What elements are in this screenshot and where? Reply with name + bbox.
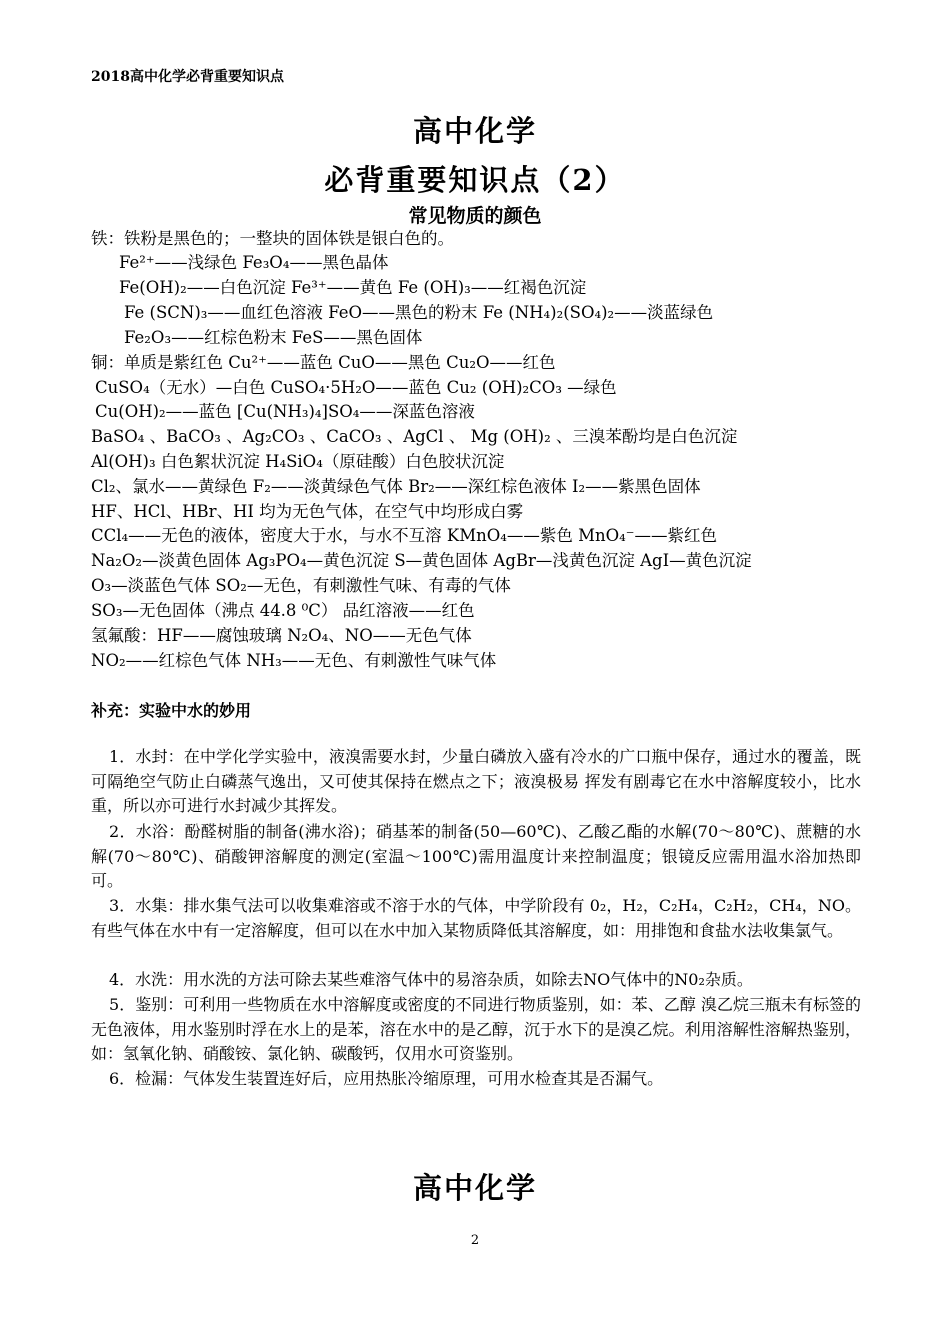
supplement-paragraph: 3．水集：排水集气法可以收集难溶或不溶于水的气体，中学阶段有 0₂，H₂，C₂H₄，C₂H₂，CH₄，NO。有些气体在水中有一定溶解度，但可以在水中加入某物质降低其溶解度，如：用排饱和食盐水法收集氯气。 — [91, 896, 861, 940]
color-line: Al(OH)₃ 白色絮状沉淀 H₄SiO₄（原硅酸）白色胶状沉淀 — [91, 452, 505, 471]
page-number: 2 — [470, 1233, 480, 1248]
color-line: 铜：单质是紫红色 Cu²⁺——蓝色 CuO——黑色 Cu₂O——红色 — [91, 353, 556, 372]
supplement-paragraph: 5．鉴别：可利用一些物质在水中溶解度或密度的不同进行物质鉴别，如：苯、乙醇 溴乙烷三瓶未有标签的无色液体，用水鉴别时浮在水上的是苯，溶在水中的是乙醇，沉于水下的是溴乙烷。利用溶解性溶解热鉴别，如：氢氧化钠、硝酸铵、氯化钠、碳酸钙，仅用水可资鉴别。 — [91, 995, 861, 1063]
supplement-paragraph: 6．检漏：气体发生装置连好后，应用热胀冷缩原理，可用水检查其是否漏气。 — [109, 1069, 664, 1088]
color-line: Na₂O₂—淡黄色固体 Ag₃PO₄—黄色沉淀 S—黄色固体 AgBr—浅黄色沉淀 AgI—黄色沉淀 — [91, 551, 752, 570]
next-page-title: 高中化学 — [412, 1171, 537, 1205]
supplement-paragraph: 1．水封：在中学化学实验中，液溴需要水封，少量白磷放入盛有冷水的广口瓶中保存，通过水的覆盖，既可隔绝空气防止白磷蒸气逸出，又可使其保持在燃点之下；液溴极易 挥发有剧毒它在水中溶解度较小，比水重，所以亦可进行水封减少其挥发。 — [91, 747, 861, 815]
color-line: 氢氟酸：HF——腐蚀玻璃 N₂O₄、NO——无色气体 — [91, 626, 472, 645]
color-line: Fe(OH)₂——白色沉淀 Fe³⁺——黄色 Fe (OH)₃——红褐色沉淀 — [119, 278, 587, 297]
supplement-paragraph: 2．水浴：酚醛树脂的制备(沸水浴)；硝基苯的制备(50—60℃)、乙酸乙酯的水解(70～80℃)、蔗糖的水解(70～80℃)、硝酸钾溶解度的测定(室温～100℃)需用温度计来控制温度；银镜反应需用温水浴加热即可。 — [91, 822, 861, 890]
color-line: Fe₂O₃——红棕色粉末 FeS——黑色固体 — [124, 328, 423, 347]
color-line: Cu(OH)₂——蓝色 [Cu(NH₃)₄]SO₄——深蓝色溶液 — [95, 402, 475, 421]
section-title: 常见物质的颜色 — [408, 205, 542, 227]
supplement-paragraph: 4．水洗：用水洗的方法可除去某些难溶气体中的易溶杂质，如除去NO气体中的N0₂杂质。 — [109, 970, 753, 989]
color-line: HF、HCl、HBr、HI 均为无色气体，在空气中均形成白雾 — [91, 502, 524, 521]
page-header: 2018高中化学必背重要知识点 — [91, 69, 284, 85]
color-line: Cl₂、氯水——黄绿色 F₂——淡黄绿色气体 Br₂——深红棕色液体 I₂——紫黑色固体 — [91, 477, 701, 496]
color-line: BaSO₄ 、BaCO₃ 、Ag₂CO₃ 、CaCO₃ 、AgCl 、 Mg (OH)₂ 、三溴苯酚均是白色沉淀 — [91, 427, 738, 446]
page-title: 高中化学 — [412, 114, 537, 148]
page-subtitle: 必背重要知识点（2） — [324, 163, 626, 197]
color-line: NO₂——红棕色气体 NH₃——无色、有刺激性气味气体 — [91, 651, 497, 670]
color-line: 铁：铁粉是黑色的；一整块的固体铁是银白色的。 — [91, 229, 454, 248]
color-line: Fe²⁺——浅绿色 Fe₃O₄——黑色晶体 — [119, 253, 389, 272]
color-line: Fe (SCN)₃——血红色溶液 FeO——黑色的粉末 Fe (NH₄)₂(SO₄)₂——淡蓝绿色 — [124, 303, 714, 322]
color-line: SO₃—无色固体（沸点 44.8 ⁰C） 品红溶液——红色 — [91, 601, 475, 620]
supplement-title: 补充：实验中水的妙用 — [91, 701, 252, 720]
color-line: CCl₄——无色的液体，密度大于水，与水不互溶 KMnO₄——紫色 MnO₄⁻——紫红色 — [91, 526, 717, 545]
color-line: CuSO₄（无水）—白色 CuSO₄·5H₂O——蓝色 Cu₂ (OH)₂CO₃ —绿色 — [95, 378, 617, 397]
color-line: O₃—淡蓝色气体 SO₂—无色，有刺激性气味、有毒的气体 — [91, 576, 511, 595]
